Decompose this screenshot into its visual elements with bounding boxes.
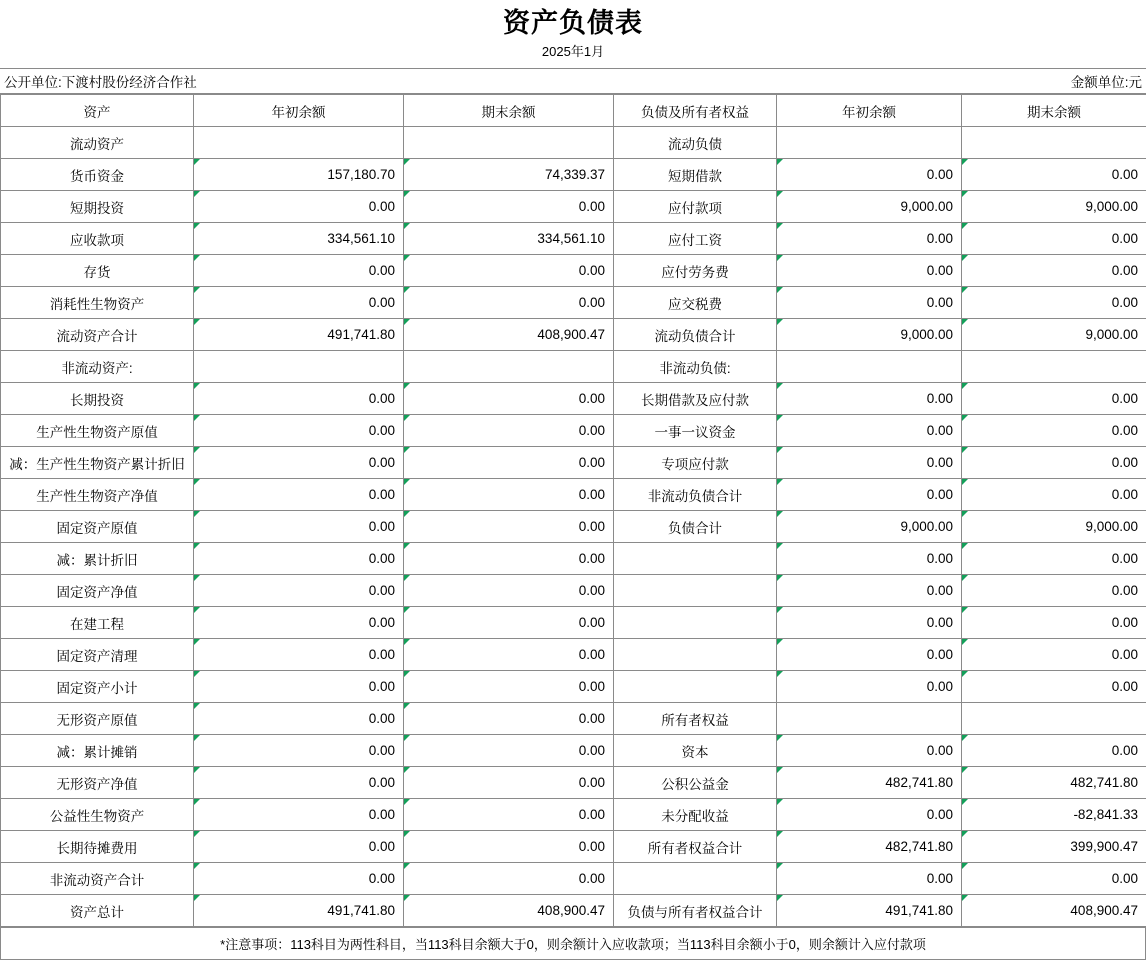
asset-label-cell[interactable]: 公益性生物资产 bbox=[1, 799, 194, 831]
liability-end-cell[interactable]: 0.00 bbox=[962, 383, 1146, 415]
asset-label-cell[interactable]: 应收款项 bbox=[1, 223, 194, 255]
liability-end-cell[interactable]: 9,000.00 bbox=[962, 191, 1146, 223]
asset-begin-cell[interactable] bbox=[194, 127, 404, 159]
asset-label-cell[interactable]: 在建工程 bbox=[1, 607, 194, 639]
liability-begin-cell[interactable]: 482,741.80 bbox=[777, 767, 962, 799]
asset-end-cell[interactable]: 0.00 bbox=[404, 735, 614, 767]
asset-end-cell[interactable]: 0.00 bbox=[404, 767, 614, 799]
currency-unit-label: 金额单位:元 bbox=[1071, 71, 1142, 91]
asset-end-cell[interactable]: 74,339.37 bbox=[404, 159, 614, 191]
table-row bbox=[1, 863, 1146, 895]
asset-label-cell[interactable]: 生产性生物资产净值 bbox=[1, 479, 194, 511]
header-assets-begin: 年初余额 bbox=[194, 95, 404, 127]
organization-label: 公开单位:下渡村股份经济合作社 bbox=[4, 71, 197, 91]
liability-end-cell[interactable]: 9,000.00 bbox=[962, 511, 1146, 543]
asset-end-cell[interactable]: 0.00 bbox=[404, 383, 614, 415]
liability-end-cell[interactable]: 399,900.47 bbox=[962, 831, 1146, 863]
liability-label-cell[interactable]: 长期借款及应付款 bbox=[614, 383, 777, 415]
liability-end-cell[interactable]: 0.00 bbox=[962, 447, 1146, 479]
asset-end-cell[interactable]: 0.00 bbox=[404, 607, 614, 639]
asset-label-cell[interactable]: 长期投资 bbox=[1, 383, 194, 415]
liability-end-cell[interactable] bbox=[962, 351, 1146, 383]
liability-label-cell[interactable]: 专项应付款 bbox=[614, 447, 777, 479]
table-row bbox=[1, 543, 1146, 575]
liability-label-cell[interactable]: 资本 bbox=[614, 735, 777, 767]
asset-label-cell[interactable]: 货币资金 bbox=[1, 159, 194, 191]
table-row bbox=[1, 735, 1146, 767]
header-liabilities-end: 期末余额 bbox=[962, 95, 1146, 127]
liability-label-cell[interactable]: 所有者权益合计 bbox=[614, 831, 777, 863]
asset-end-cell[interactable]: 0.00 bbox=[404, 255, 614, 287]
asset-begin-cell[interactable]: 0.00 bbox=[194, 639, 404, 671]
asset-begin-cell[interactable]: 491,741.80 bbox=[194, 319, 404, 351]
header-assets: 资产 bbox=[1, 95, 194, 127]
asset-begin-cell[interactable]: 491,741.80 bbox=[194, 895, 404, 927]
table-row bbox=[1, 799, 1146, 831]
asset-end-cell[interactable]: 0.00 bbox=[404, 863, 614, 895]
liability-begin-cell[interactable]: 0.00 bbox=[777, 543, 962, 575]
table-row bbox=[1, 671, 1146, 703]
liability-begin-cell[interactable]: 0.00 bbox=[777, 287, 962, 319]
liability-label-cell[interactable] bbox=[614, 671, 777, 703]
liability-end-cell[interactable]: 0.00 bbox=[962, 255, 1146, 287]
asset-label-cell[interactable]: 生产性生物资产原值 bbox=[1, 415, 194, 447]
liability-end-cell[interactable]: 0.00 bbox=[962, 607, 1146, 639]
asset-label-cell[interactable]: 固定资产清理 bbox=[1, 639, 194, 671]
liability-begin-cell[interactable]: 0.00 bbox=[777, 223, 962, 255]
table-row bbox=[1, 575, 1146, 607]
table-row bbox=[1, 895, 1146, 927]
asset-begin-cell[interactable]: 0.00 bbox=[194, 863, 404, 895]
asset-begin-cell[interactable]: 0.00 bbox=[194, 799, 404, 831]
asset-label-cell[interactable]: 流动资产 bbox=[1, 127, 194, 159]
asset-label-cell[interactable]: 短期投资 bbox=[1, 191, 194, 223]
liability-label-cell[interactable]: 流动负债 bbox=[614, 127, 777, 159]
asset-begin-cell[interactable]: 0.00 bbox=[194, 735, 404, 767]
liability-end-cell[interactable]: 0.00 bbox=[962, 287, 1146, 319]
table-row bbox=[1, 191, 1146, 223]
header-liabilities-begin: 年初余额 bbox=[777, 95, 962, 127]
liability-begin-cell[interactable]: 0.00 bbox=[777, 255, 962, 287]
table-row bbox=[1, 351, 1146, 383]
asset-label-cell[interactable]: 减：累计折旧 bbox=[1, 543, 194, 575]
header-assets-end: 期末余额 bbox=[404, 95, 614, 127]
asset-end-cell[interactable]: 334,561.10 bbox=[404, 223, 614, 255]
asset-begin-cell[interactable]: 157,180.70 bbox=[194, 159, 404, 191]
table-body bbox=[1, 95, 1146, 927]
table-row bbox=[1, 159, 1146, 191]
liability-label-cell[interactable]: 非流动负债合计 bbox=[614, 479, 777, 511]
asset-label-cell[interactable]: 减：累计摊销 bbox=[1, 735, 194, 767]
asset-label-cell[interactable]: 无形资产净值 bbox=[1, 767, 194, 799]
liability-label-cell[interactable]: 应付款项 bbox=[614, 191, 777, 223]
asset-begin-cell[interactable]: 0.00 bbox=[194, 607, 404, 639]
table-row bbox=[1, 223, 1146, 255]
footnote-table bbox=[0, 927, 1146, 960]
table-row bbox=[1, 639, 1146, 671]
header-liabilities: 负债及所有者权益 bbox=[614, 95, 777, 127]
table-row bbox=[1, 255, 1146, 287]
liability-begin-cell[interactable] bbox=[777, 703, 962, 735]
asset-end-cell[interactable]: 0.00 bbox=[404, 543, 614, 575]
asset-end-cell[interactable]: 0.00 bbox=[404, 799, 614, 831]
asset-end-cell[interactable]: 408,900.47 bbox=[404, 319, 614, 351]
asset-begin-cell[interactable]: 0.00 bbox=[194, 767, 404, 799]
footnote-text: *注意事项：113科目为两性科目，当113科目余额大于0，则余额计入应收款项；当113科目余额小于0，则余额计入应付款项 bbox=[1, 928, 1146, 960]
liability-begin-cell[interactable]: 0.00 bbox=[777, 639, 962, 671]
table-row bbox=[1, 511, 1146, 543]
liability-end-cell[interactable]: 0.00 bbox=[962, 415, 1146, 447]
asset-end-cell[interactable]: 0.00 bbox=[404, 671, 614, 703]
asset-begin-cell[interactable]: 0.00 bbox=[194, 511, 404, 543]
asset-label-cell[interactable]: 长期待摊费用 bbox=[1, 831, 194, 863]
period-label: 2025年1月 bbox=[0, 40, 1146, 68]
liability-label-cell[interactable]: 非流动负债: bbox=[614, 351, 777, 383]
liability-begin-cell[interactable]: 0.00 bbox=[777, 447, 962, 479]
liability-begin-cell[interactable] bbox=[777, 351, 962, 383]
liability-end-cell[interactable]: 0.00 bbox=[962, 543, 1146, 575]
liability-begin-cell[interactable]: 0.00 bbox=[777, 735, 962, 767]
table-header-row bbox=[1, 95, 1146, 127]
page-title: 资产负债表 bbox=[0, 0, 1146, 40]
asset-end-cell[interactable]: 0.00 bbox=[404, 415, 614, 447]
asset-begin-cell[interactable]: 0.00 bbox=[194, 191, 404, 223]
liability-label-cell[interactable]: 公积公益金 bbox=[614, 767, 777, 799]
asset-end-cell[interactable]: 0.00 bbox=[404, 447, 614, 479]
asset-label-cell[interactable]: 减：生产性生物资产累计折旧 bbox=[1, 447, 194, 479]
asset-end-cell[interactable]: 0.00 bbox=[404, 639, 614, 671]
liability-end-cell[interactable]: 9,000.00 bbox=[962, 319, 1146, 351]
asset-begin-cell[interactable]: 0.00 bbox=[194, 287, 404, 319]
liability-begin-cell[interactable]: 491,741.80 bbox=[777, 895, 962, 927]
liability-label-cell[interactable]: 一事一议资金 bbox=[614, 415, 777, 447]
table-row bbox=[1, 479, 1146, 511]
liability-begin-cell[interactable]: 482,741.80 bbox=[777, 831, 962, 863]
asset-begin-cell[interactable]: 0.00 bbox=[194, 575, 404, 607]
asset-end-cell[interactable]: 0.00 bbox=[404, 191, 614, 223]
liability-begin-cell[interactable]: 9,000.00 bbox=[777, 191, 962, 223]
liability-label-cell[interactable]: 所有者权益 bbox=[614, 703, 777, 735]
asset-end-cell[interactable] bbox=[404, 351, 614, 383]
asset-begin-cell[interactable] bbox=[194, 351, 404, 383]
table-row bbox=[1, 415, 1146, 447]
asset-end-cell[interactable] bbox=[404, 127, 614, 159]
liability-label-cell[interactable]: 流动负债合计 bbox=[614, 319, 777, 351]
liability-end-cell[interactable]: 0.00 bbox=[962, 575, 1146, 607]
liability-end-cell[interactable]: 408,900.47 bbox=[962, 895, 1146, 927]
asset-end-cell[interactable]: 0.00 bbox=[404, 479, 614, 511]
asset-label-cell[interactable]: 无形资产原值 bbox=[1, 703, 194, 735]
table-row bbox=[1, 767, 1146, 799]
liability-label-cell[interactable] bbox=[614, 543, 777, 575]
liability-begin-cell[interactable]: 0.00 bbox=[777, 671, 962, 703]
asset-begin-cell[interactable]: 0.00 bbox=[194, 447, 404, 479]
asset-label-cell[interactable]: 固定资产原值 bbox=[1, 511, 194, 543]
liability-begin-cell[interactable]: 9,000.00 bbox=[777, 511, 962, 543]
balance-sheet-table bbox=[0, 94, 1146, 927]
liability-end-cell[interactable]: -82,841.33 bbox=[962, 799, 1146, 831]
liability-end-cell[interactable]: 0.00 bbox=[962, 639, 1146, 671]
liability-label-cell[interactable] bbox=[614, 607, 777, 639]
liability-begin-cell[interactable]: 9,000.00 bbox=[777, 319, 962, 351]
asset-label-cell[interactable]: 固定资产净值 bbox=[1, 575, 194, 607]
liability-label-cell[interactable] bbox=[614, 863, 777, 895]
asset-begin-cell[interactable]: 0.00 bbox=[194, 831, 404, 863]
liability-begin-cell[interactable]: 0.00 bbox=[777, 607, 962, 639]
asset-label-cell[interactable]: 存货 bbox=[1, 255, 194, 287]
liability-begin-cell[interactable]: 0.00 bbox=[777, 863, 962, 895]
asset-label-cell[interactable]: 消耗性生物资产 bbox=[1, 287, 194, 319]
liability-end-cell[interactable] bbox=[962, 703, 1146, 735]
liability-label-cell[interactable] bbox=[614, 639, 777, 671]
asset-end-cell[interactable]: 0.00 bbox=[404, 831, 614, 863]
table-row bbox=[1, 703, 1146, 735]
asset-begin-cell[interactable]: 0.00 bbox=[194, 479, 404, 511]
asset-begin-cell[interactable]: 0.00 bbox=[194, 671, 404, 703]
liability-end-cell[interactable]: 0.00 bbox=[962, 863, 1146, 895]
asset-end-cell[interactable]: 408,900.47 bbox=[404, 895, 614, 927]
meta-row bbox=[0, 68, 1146, 94]
asset-begin-cell[interactable]: 0.00 bbox=[194, 255, 404, 287]
table-row bbox=[1, 831, 1146, 863]
liability-end-cell[interactable]: 0.00 bbox=[962, 479, 1146, 511]
table-row bbox=[1, 127, 1146, 159]
liability-begin-cell[interactable]: 0.00 bbox=[777, 575, 962, 607]
asset-label-cell[interactable]: 流动资产合计 bbox=[1, 319, 194, 351]
liability-end-cell[interactable]: 0.00 bbox=[962, 223, 1146, 255]
liability-label-cell[interactable]: 应付工资 bbox=[614, 223, 777, 255]
liability-begin-cell[interactable]: 0.00 bbox=[777, 415, 962, 447]
liability-label-cell[interactable]: 未分配收益 bbox=[614, 799, 777, 831]
asset-label-cell[interactable]: 资产总计 bbox=[1, 895, 194, 927]
liability-begin-cell[interactable] bbox=[777, 127, 962, 159]
liability-label-cell[interactable]: 应付劳务费 bbox=[614, 255, 777, 287]
asset-begin-cell[interactable]: 0.00 bbox=[194, 415, 404, 447]
table-row bbox=[1, 607, 1146, 639]
liability-label-cell[interactable]: 负债合计 bbox=[614, 511, 777, 543]
asset-begin-cell[interactable]: 334,561.10 bbox=[194, 223, 404, 255]
asset-label-cell[interactable]: 非流动资产: bbox=[1, 351, 194, 383]
liability-label-cell[interactable]: 负债与所有者权益合计 bbox=[614, 895, 777, 927]
liability-begin-cell[interactable]: 0.00 bbox=[777, 799, 962, 831]
liability-end-cell[interactable]: 482,741.80 bbox=[962, 767, 1146, 799]
liability-begin-cell[interactable]: 0.00 bbox=[777, 479, 962, 511]
asset-begin-cell[interactable]: 0.00 bbox=[194, 703, 404, 735]
liability-end-cell[interactable]: 0.00 bbox=[962, 159, 1146, 191]
asset-begin-cell[interactable]: 0.00 bbox=[194, 543, 404, 575]
table-row bbox=[1, 319, 1146, 351]
asset-label-cell[interactable]: 非流动资产合计 bbox=[1, 863, 194, 895]
liability-begin-cell[interactable]: 0.00 bbox=[777, 159, 962, 191]
footnote-row bbox=[1, 928, 1146, 960]
asset-end-cell[interactable]: 0.00 bbox=[404, 287, 614, 319]
asset-begin-cell[interactable]: 0.00 bbox=[194, 383, 404, 415]
liability-end-cell[interactable] bbox=[962, 127, 1146, 159]
liability-label-cell[interactable] bbox=[614, 575, 777, 607]
table-row bbox=[1, 447, 1146, 479]
liability-end-cell[interactable]: 0.00 bbox=[962, 735, 1146, 767]
asset-end-cell[interactable]: 0.00 bbox=[404, 575, 614, 607]
liability-label-cell[interactable]: 短期借款 bbox=[614, 159, 777, 191]
asset-end-cell[interactable]: 0.00 bbox=[404, 703, 614, 735]
liability-end-cell[interactable]: 0.00 bbox=[962, 671, 1146, 703]
table-row bbox=[1, 287, 1146, 319]
table-row bbox=[1, 383, 1146, 415]
asset-end-cell[interactable]: 0.00 bbox=[404, 511, 614, 543]
liability-begin-cell[interactable]: 0.00 bbox=[777, 383, 962, 415]
liability-label-cell[interactable]: 应交税费 bbox=[614, 287, 777, 319]
asset-label-cell[interactable]: 固定资产小计 bbox=[1, 671, 194, 703]
